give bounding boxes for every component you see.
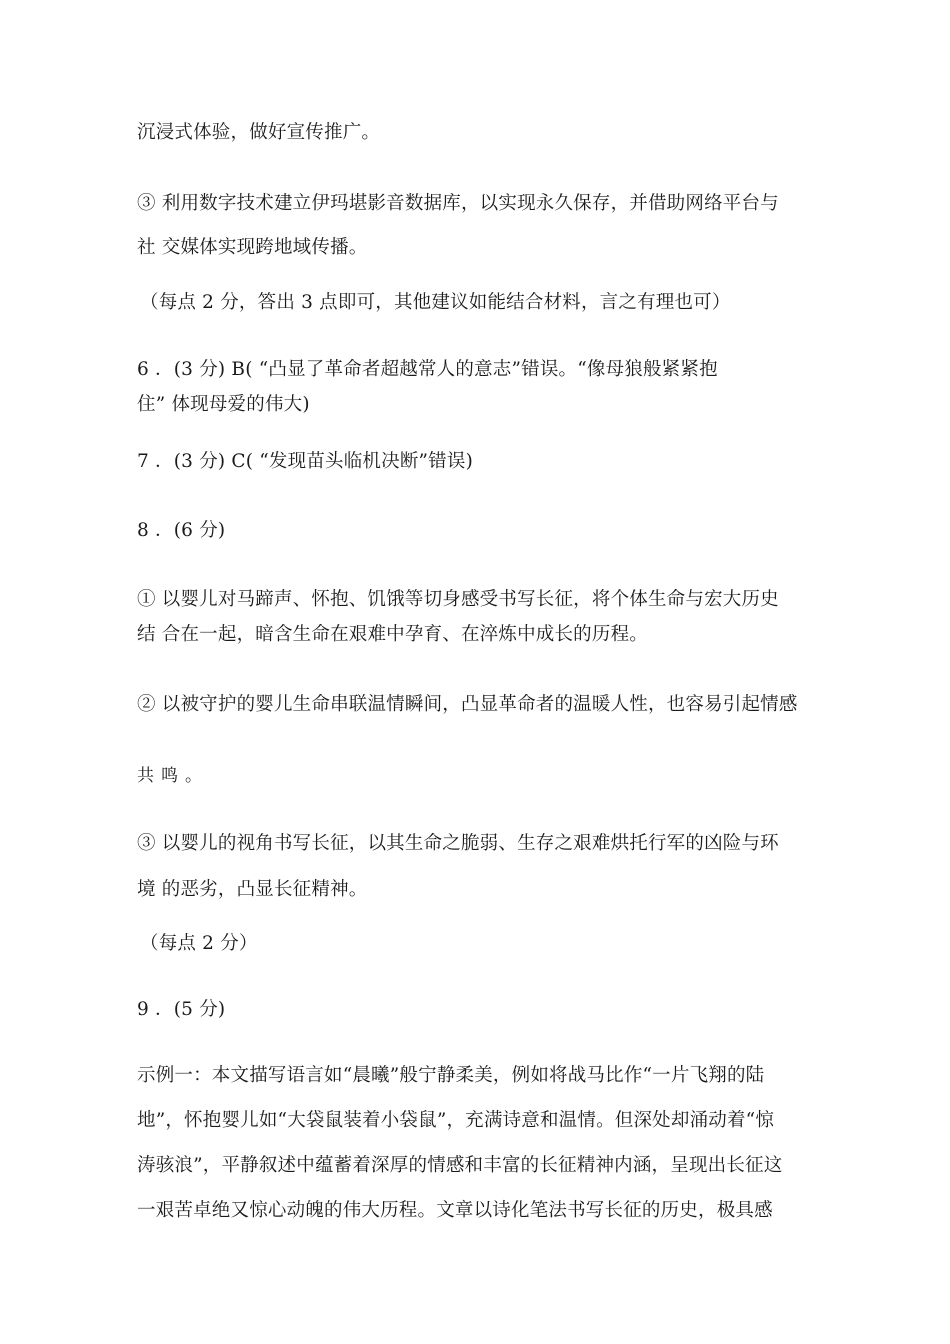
text-line: ③ 以婴儿的视角书写长征，以其生命之脆弱、生存之艰难烘托行军的凶险与环 [137,833,779,854]
scoring-note: （每点 2 分，答出 3 点即可，其他建议如能结合材料，言之有理也可） [140,292,731,313]
text-line: 共鸣。 [137,766,209,786]
text-line: ② 以被守护的婴儿生命串联温情瞬间，凸显革命者的温暖人性，也容易引起情感 [137,694,798,715]
answer-9-heading: 9 ．(5 分) [137,999,226,1020]
text-line: ③ 利用数字技术建立伊玛堪影音数据库，以实现永久保存，并借助网络平台与 [137,193,779,214]
text-line: 境 的恶劣，凸显长征精神。 [137,879,368,900]
scoring-note: （每点 2 分） [140,933,258,954]
text-line: 社 交媒体实现跨地域传播。 [137,237,368,258]
answer-6-line-1: 6 ．(3 分) B( “凸显了革命者超越常人的意志”错误。“像母狼般紧紧抱 [137,359,718,380]
text-line: 涛骇浪”，平静叙述中蕴蓄着深厚的情感和丰富的长征精神内涵，呈现出长征这 [137,1155,783,1176]
text-line: 结 合在一起，暗含生命在艰难中孕育、在淬炼中成长的历程。 [137,624,648,645]
text-line: 一艰苦卓绝又惊心动魄的伟大历程。文章以诗化笔法书写长征的历史，极具感 [137,1200,773,1221]
text-line: 地”，怀抱婴儿如“大袋鼠装着小袋鼠”，充满诗意和温情。但深处却涌动着“惊 [137,1110,775,1131]
answer-6-line-2: 住” 体现母爱的伟大) [137,394,310,415]
answer-7: 7 ．(3 分) C( “发现苗头临机决断”错误) [137,451,474,472]
text-line: ① 以婴儿对马蹄声、怀抱、饥饿等切身感受书写长征，将个体生命与宏大历史 [137,589,779,610]
answer-8-heading: 8 ．(6 分) [137,520,226,541]
text-line: 沉浸式体验，做好宣传推广。 [137,122,381,143]
text-line: 示例一：本文描写语言如“晨曦”般宁静柔美，例如将战马比作“一片飞翔的陆 [137,1065,765,1086]
